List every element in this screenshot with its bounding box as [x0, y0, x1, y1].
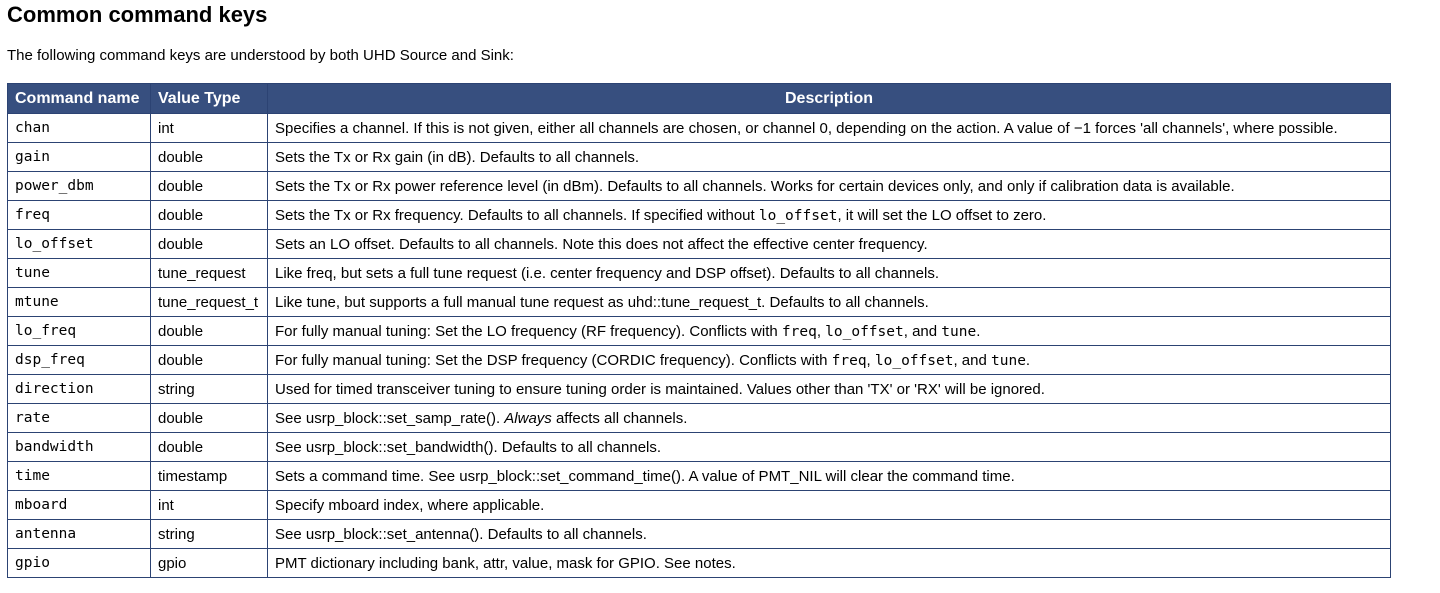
inline-code: lo_offset: [874, 352, 954, 369]
description-text: See usrp_block::set_samp_rate().: [275, 409, 505, 427]
description-cell: [268, 404, 1391, 433]
value-type-cell: string: [151, 375, 268, 404]
value-type-cell: double: [151, 404, 268, 433]
description-cell: Sets an LO offset. Defaults to all channels. Note this does not affect the effective center frequency.: [268, 230, 1391, 259]
description-text: ,: [866, 351, 875, 369]
command-name-cell: mtune: [8, 288, 151, 317]
table-row: [8, 375, 1391, 404]
table-row: [8, 433, 1391, 462]
value-type-cell: double: [151, 143, 268, 172]
table-row: [8, 143, 1391, 172]
table-row: [8, 114, 1391, 143]
value-type-cell: double: [151, 230, 268, 259]
header-description: Description: [268, 84, 1391, 114]
command-name-cell: gpio: [8, 549, 151, 578]
value-type-cell: double: [151, 346, 268, 375]
value-type-cell: double: [151, 317, 268, 346]
description-text: Sets the Tx or Rx frequency. Defaults to all channels. If specified without: [275, 206, 759, 224]
command-name-cell: power_dbm: [8, 172, 151, 201]
description-text: affects all channels.: [551, 409, 688, 427]
value-type-cell: int: [151, 491, 268, 520]
table-row: [8, 404, 1391, 433]
description-text: , and: [903, 322, 942, 340]
description-cell: Sets a command time. See usrp_block::set_command_time(). A value of PMT_NIL will clear the command time.: [268, 462, 1391, 491]
command-name-cell: gain: [8, 143, 151, 172]
description-text: For fully manual tuning: Set the LO frequency (RF frequency). Conflicts with: [275, 322, 782, 340]
command-name-cell: freq: [8, 201, 151, 230]
table-row: [8, 346, 1391, 375]
value-type-cell: double: [151, 433, 268, 462]
command-name-cell: mboard: [8, 491, 151, 520]
description-cell: See usrp_block::set_antenna(). Defaults to all channels.: [268, 520, 1391, 549]
table-row: [8, 491, 1391, 520]
description-text: , and: [953, 351, 991, 369]
command-name-cell: tune: [8, 259, 151, 288]
description-cell: Specify mboard index, where applicable.: [268, 491, 1391, 520]
description-cell: Like tune, but supports a full manual tune request as uhd::tune_request_t. Defaults to all channels.: [268, 288, 1391, 317]
inline-code: lo_offset: [825, 323, 904, 340]
inline-code: lo_offset: [758, 207, 838, 224]
table-row: [8, 520, 1391, 549]
description-text: .: [1025, 351, 1031, 369]
command-name-cell: dsp_freq: [8, 346, 151, 375]
table-row: [8, 201, 1391, 230]
command-name-cell: time: [8, 462, 151, 491]
value-type-cell: tune_request_t: [151, 288, 268, 317]
value-type-cell: timestamp: [151, 462, 268, 491]
description-cell: [268, 201, 1391, 230]
inline-code: tune: [941, 323, 977, 340]
description-cell: See usrp_block::set_bandwidth(). Defaults to all channels.: [268, 433, 1391, 462]
inline-code: tune: [991, 352, 1026, 369]
table-row: [8, 549, 1391, 578]
description-text: ,: [816, 322, 826, 340]
command-name-cell: rate: [8, 404, 151, 433]
command-name-cell: lo_offset: [8, 230, 151, 259]
header-command-name: Command name: [8, 84, 151, 114]
table-header-row: [8, 84, 1391, 114]
value-type-cell: double: [151, 172, 268, 201]
description-text: For fully manual tuning: Set the DSP frequency (CORDIC frequency). Conflicts with: [275, 351, 832, 369]
value-type-cell: gpio: [151, 549, 268, 578]
header-value-type: Value Type: [151, 84, 268, 114]
page-title: Common command keys: [7, 2, 268, 27]
description-cell: Like freq, but sets a full tune request (i.e. center frequency and DSP offset). Defaults to all channels.: [268, 259, 1391, 288]
command-keys-table: [7, 83, 1391, 578]
command-name-cell: bandwidth: [8, 433, 151, 462]
value-type-cell: double: [151, 201, 268, 230]
command-name-cell: lo_freq: [8, 317, 151, 346]
emphasis-text: Always: [504, 409, 552, 427]
table-row: [8, 259, 1391, 288]
value-type-cell: tune_request: [151, 259, 268, 288]
description-cell: [268, 317, 1391, 346]
inline-code: freq: [831, 352, 867, 369]
table-row: [8, 462, 1391, 491]
inline-code: freq: [781, 323, 817, 340]
command-name-cell: direction: [8, 375, 151, 404]
table-row: [8, 317, 1391, 346]
description-cell: Sets the Tx or Rx gain (in dB). Defaults to all channels.: [268, 143, 1391, 172]
table-row: [8, 230, 1391, 259]
intro-text: The following command keys are understood by both UHD Source and Sink:: [7, 47, 514, 64]
description-cell: Sets the Tx or Rx power reference level (in dBm). Defaults to all channels. Works for certain devices only, and only if calibration data is available.: [268, 172, 1391, 201]
description-cell: PMT dictionary including bank, attr, value, mask for GPIO. See notes.: [268, 549, 1391, 578]
table-row: [8, 172, 1391, 201]
description-text: .: [976, 322, 981, 340]
description-cell: Used for timed transceiver tuning to ensure tuning order is maintained. Values other than 'TX' or 'RX' will be ignored.: [268, 375, 1391, 404]
description-text: , it will set the LO offset to zero.: [837, 206, 1047, 224]
command-name-cell: antenna: [8, 520, 151, 549]
table-row: [8, 288, 1391, 317]
description-cell: Specifies a channel. If this is not given, either all channels are chosen, or channel 0, depending on the action. A value of −1 forces 'all channels', where possible.: [268, 114, 1391, 143]
description-cell: [268, 346, 1391, 375]
value-type-cell: string: [151, 520, 268, 549]
value-type-cell: int: [151, 114, 268, 143]
command-name-cell: chan: [8, 114, 151, 143]
